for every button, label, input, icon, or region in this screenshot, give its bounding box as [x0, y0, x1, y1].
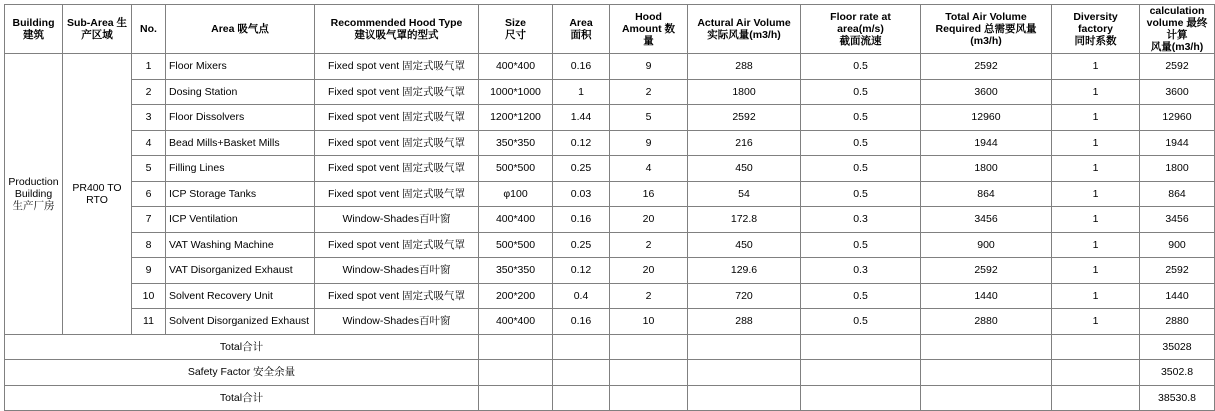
cell-floor-rate: 0.5	[801, 79, 921, 105]
header-row	[5, 5, 1215, 54]
empty-cell	[1052, 360, 1140, 386]
text-line: area(m/s)	[837, 23, 884, 35]
cell-area: Floor Dissolvers	[166, 105, 315, 131]
cell-calculation-volume: 3456	[1140, 207, 1215, 233]
cell-area-sqm: 1	[553, 79, 610, 105]
table-row	[5, 283, 1215, 309]
cell-total-air-volume: 2592	[921, 54, 1052, 80]
empty-cell	[688, 360, 801, 386]
cell-area-sqm: 0.16	[553, 309, 610, 335]
column-header-sub-area	[63, 5, 132, 54]
cell-hood-amount: 20	[610, 207, 688, 233]
cell-area-sqm: 0.25	[553, 232, 610, 258]
table-row	[5, 181, 1215, 207]
text-line: volume 最终计算	[1146, 17, 1208, 41]
text-line: 截面流速	[839, 35, 882, 47]
cell-size: 500*500	[479, 232, 553, 258]
empty-cell	[801, 385, 921, 411]
cell-size: 350*350	[479, 258, 553, 284]
cell-hood-type: Fixed spot vent 固定式吸气罩	[315, 181, 479, 207]
table-body	[5, 54, 1215, 411]
cell-hood-amount: 2	[610, 79, 688, 105]
cell-calculation-volume: 2592	[1140, 258, 1215, 284]
text-line: 风量(m3/h)	[1150, 41, 1204, 53]
text-line: calculation	[1149, 5, 1205, 17]
cell-hood-type: Fixed spot vent 固定式吸气罩	[315, 105, 479, 131]
text-line: PR400 TO	[72, 181, 122, 194]
column-header-no	[132, 5, 166, 54]
sub-area-cell	[63, 54, 132, 335]
column-header-hood-type	[315, 5, 479, 54]
table-row	[5, 258, 1215, 284]
empty-cell	[553, 385, 610, 411]
text-line: Amount 数	[621, 23, 676, 35]
cell-no: 5	[132, 156, 166, 182]
cell-area: ICP Storage Tanks	[166, 181, 315, 207]
cell-diversity-factor: 1	[1052, 181, 1140, 207]
cell-area: VAT Washing Machine	[166, 232, 315, 258]
text-line: Total Air Volume	[945, 11, 1027, 23]
cell-hood-type: Fixed spot vent 固定式吸气罩	[315, 79, 479, 105]
empty-cell	[479, 334, 553, 360]
column-header-actual-air-volume	[688, 5, 801, 54]
cell-calculation-volume: 864	[1140, 181, 1215, 207]
cell-floor-rate: 0.5	[801, 232, 921, 258]
cell-area: Solvent Recovery Unit	[166, 283, 315, 309]
column-header-calculation-volume	[1140, 5, 1215, 54]
total-value: 35028	[1140, 334, 1215, 360]
cell-size: 200*200	[479, 283, 553, 309]
empty-cell	[610, 385, 688, 411]
cell-total-air-volume: 2880	[921, 309, 1052, 335]
cell-hood-type: Window-Shades百叶窗	[315, 207, 479, 233]
cell-area: ICP Ventilation	[166, 207, 315, 233]
cell-no: 10	[132, 283, 166, 309]
column-header-floor-rate	[801, 5, 921, 54]
cell-floor-rate: 0.5	[801, 130, 921, 156]
cell-total-air-volume: 1944	[921, 130, 1052, 156]
text-line: 建议吸气罩的型式	[354, 29, 439, 41]
text-line: RTO	[86, 193, 108, 206]
cell-hood-amount: 9	[610, 130, 688, 156]
table-row	[5, 232, 1215, 258]
cell-size: 400*400	[479, 54, 553, 80]
cell-calculation-volume: 3600	[1140, 79, 1215, 105]
cell-hood-amount: 10	[610, 309, 688, 335]
column-header-size	[479, 5, 553, 54]
cell-hood-amount: 16	[610, 181, 688, 207]
cell-no: 2	[132, 79, 166, 105]
cell-total-air-volume: 1440	[921, 283, 1052, 309]
cell-actual-air-volume: 450	[688, 156, 801, 182]
text-line: Hood	[635, 11, 662, 23]
empty-cell	[688, 334, 801, 360]
cell-hood-type: Fixed spot vent 固定式吸气罩	[315, 283, 479, 309]
cell-area-sqm: 0.25	[553, 156, 610, 182]
cell-floor-rate: 0.5	[801, 309, 921, 335]
cell-area-sqm: 0.16	[553, 207, 610, 233]
cell-calculation-volume: 2880	[1140, 309, 1215, 335]
cell-floor-rate: 0.5	[801, 105, 921, 131]
empty-cell	[921, 360, 1052, 386]
cell-total-air-volume: 900	[921, 232, 1052, 258]
cell-area-sqm: 0.16	[553, 54, 610, 80]
cell-diversity-factor: 1	[1052, 258, 1140, 284]
cell-total-air-volume: 1800	[921, 156, 1052, 182]
text-line: Production	[8, 175, 59, 188]
cell-calculation-volume: 12960	[1140, 105, 1215, 131]
cell-no: 6	[132, 181, 166, 207]
cell-total-air-volume: 2592	[921, 258, 1052, 284]
cell-area-sqm: 0.4	[553, 283, 610, 309]
cell-size: 1200*1200	[479, 105, 553, 131]
empty-cell	[801, 334, 921, 360]
cell-area-sqm: 1.44	[553, 105, 610, 131]
total-row	[5, 360, 1215, 386]
text-line: Recommended Hood Type	[330, 17, 463, 29]
column-header-total-air-volume	[921, 5, 1052, 54]
text-line: 面积	[570, 29, 592, 41]
text-line: 尺寸	[505, 29, 526, 41]
cell-calculation-volume: 900	[1140, 232, 1215, 258]
cell-no: 9	[132, 258, 166, 284]
column-header-area	[166, 5, 315, 54]
text-line: Sub-Area 生	[66, 17, 128, 29]
cell-actual-air-volume: 450	[688, 232, 801, 258]
empty-cell	[1052, 385, 1140, 411]
cell-area: Floor Mixers	[166, 54, 315, 80]
text-line: Actural Air Volume	[697, 17, 791, 29]
cell-floor-rate: 0.3	[801, 258, 921, 284]
cell-hood-amount: 2	[610, 283, 688, 309]
cell-area-sqm: 0.03	[553, 181, 610, 207]
cell-diversity-factor: 1	[1052, 207, 1140, 233]
cell-diversity-factor: 1	[1052, 309, 1140, 335]
cell-floor-rate: 0.5	[801, 156, 921, 182]
cell-actual-air-volume: 2592	[688, 105, 801, 131]
cell-no: 1	[132, 54, 166, 80]
cell-area-sqm: 0.12	[553, 258, 610, 284]
column-header-diversity-factor	[1052, 5, 1140, 54]
cell-area: Bead Mills+Basket Mills	[166, 130, 315, 156]
text-line: 建筑	[23, 29, 44, 41]
cell-actual-air-volume: 54	[688, 181, 801, 207]
cell-floor-rate: 0.5	[801, 181, 921, 207]
text-line: (m3/h)	[970, 35, 1002, 47]
cell-size: φ100	[479, 181, 553, 207]
cell-size: 400*400	[479, 207, 553, 233]
building-cell	[5, 54, 63, 335]
cell-area-sqm: 0.12	[553, 130, 610, 156]
empty-cell	[553, 334, 610, 360]
empty-cell	[610, 334, 688, 360]
total-label: Total合计	[5, 334, 479, 360]
text-line: 生产厂房	[12, 199, 55, 212]
table-row	[5, 309, 1215, 335]
total-row	[5, 334, 1215, 360]
table-row	[5, 156, 1215, 182]
cell-total-air-volume: 864	[921, 181, 1052, 207]
text-line: Area	[569, 17, 593, 29]
cell-actual-air-volume: 720	[688, 283, 801, 309]
cell-calculation-volume: 1800	[1140, 156, 1215, 182]
cell-area: VAT Disorganized Exhaust	[166, 258, 315, 284]
text-line: Size	[504, 17, 526, 29]
table-row	[5, 130, 1215, 156]
cell-hood-type: Fixed spot vent 固定式吸气罩	[315, 130, 479, 156]
cell-no: 3	[132, 105, 166, 131]
cell-hood-type: Fixed spot vent 固定式吸气罩	[315, 54, 479, 80]
cell-no: 7	[132, 207, 166, 233]
text-line: Building	[12, 17, 55, 29]
cell-hood-type: Window-Shades百叶窗	[315, 309, 479, 335]
cell-actual-air-volume: 288	[688, 54, 801, 80]
cell-floor-rate: 0.3	[801, 207, 921, 233]
cell-size: 1000*1000	[479, 79, 553, 105]
empty-cell	[688, 385, 801, 411]
cell-floor-rate: 0.5	[801, 54, 921, 80]
text-line: Required 总需要风量	[935, 23, 1037, 35]
empty-cell	[610, 360, 688, 386]
column-header-building	[5, 5, 63, 54]
empty-cell	[921, 334, 1052, 360]
table-row	[5, 79, 1215, 105]
cell-no: 8	[132, 232, 166, 258]
empty-cell	[921, 385, 1052, 411]
cell-diversity-factor: 1	[1052, 79, 1140, 105]
cell-diversity-factor: 1	[1052, 105, 1140, 131]
cell-hood-amount: 4	[610, 156, 688, 182]
text-line: Diversity factory	[1073, 11, 1118, 35]
empty-cell	[1052, 334, 1140, 360]
cell-total-air-volume: 12960	[921, 105, 1052, 131]
total-row	[5, 385, 1215, 411]
text-line: No.	[140, 23, 157, 35]
cell-actual-air-volume: 288	[688, 309, 801, 335]
cell-hood-amount: 2	[610, 232, 688, 258]
cell-hood-amount: 20	[610, 258, 688, 284]
total-label: Safety Factor 安全余量	[5, 360, 479, 386]
column-header-area-sqm	[553, 5, 610, 54]
cell-no: 4	[132, 130, 166, 156]
cell-floor-rate: 0.5	[801, 283, 921, 309]
cell-hood-type: Fixed spot vent 固定式吸气罩	[315, 156, 479, 182]
text-line: 量	[643, 35, 654, 47]
cell-total-air-volume: 3600	[921, 79, 1052, 105]
text-line: Area 吸气点	[211, 23, 269, 35]
empty-cell	[801, 360, 921, 386]
cell-diversity-factor: 1	[1052, 283, 1140, 309]
table-row	[5, 207, 1215, 233]
cell-total-air-volume: 3456	[921, 207, 1052, 233]
cell-actual-air-volume: 216	[688, 130, 801, 156]
cell-no: 11	[132, 309, 166, 335]
column-header-hood-amount	[610, 5, 688, 54]
text-line: Floor rate at	[830, 11, 891, 23]
cell-area: Filling Lines	[166, 156, 315, 182]
cell-actual-air-volume: 129.6	[688, 258, 801, 284]
empty-cell	[479, 360, 553, 386]
text-line: 实际风量(m3/h)	[707, 29, 781, 41]
cell-hood-type: Fixed spot vent 固定式吸气罩	[315, 232, 479, 258]
cell-diversity-factor: 1	[1052, 156, 1140, 182]
total-value: 38530.8	[1140, 385, 1215, 411]
text-line: Building	[14, 187, 53, 200]
cell-hood-type: Window-Shades百叶窗	[315, 258, 479, 284]
table-row	[5, 54, 1215, 80]
total-value: 3502.8	[1140, 360, 1215, 386]
cell-calculation-volume: 2592	[1140, 54, 1215, 80]
cell-hood-amount: 5	[610, 105, 688, 131]
cell-diversity-factor: 1	[1052, 232, 1140, 258]
cell-calculation-volume: 1944	[1140, 130, 1215, 156]
cell-area: Dosing Station	[166, 79, 315, 105]
cell-size: 500*500	[479, 156, 553, 182]
cell-actual-air-volume: 1800	[688, 79, 801, 105]
cell-area: Solvent Disorganized Exhaust	[166, 309, 315, 335]
cell-hood-amount: 9	[610, 54, 688, 80]
total-label: Total合计	[5, 385, 479, 411]
cell-size: 400*400	[479, 309, 553, 335]
empty-cell	[479, 385, 553, 411]
empty-cell	[553, 360, 610, 386]
cell-calculation-volume: 1440	[1140, 283, 1215, 309]
cell-actual-air-volume: 172.8	[688, 207, 801, 233]
cell-diversity-factor: 1	[1052, 130, 1140, 156]
table-row	[5, 105, 1215, 131]
air-volume-table	[4, 4, 1215, 411]
text-line: 产区域	[81, 29, 113, 41]
cell-diversity-factor: 1	[1052, 54, 1140, 80]
text-line: 同时系数	[1074, 35, 1117, 47]
cell-size: 350*350	[479, 130, 553, 156]
